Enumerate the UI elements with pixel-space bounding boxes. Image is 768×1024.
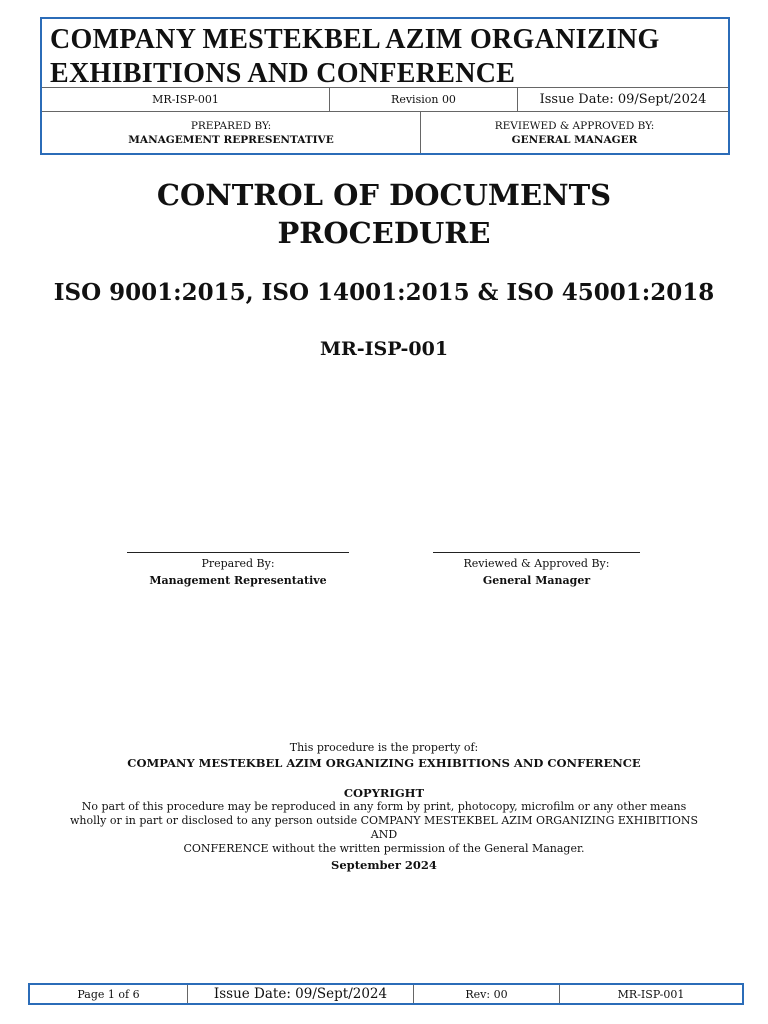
header-doc-code: MR-ISP-001 — [42, 88, 330, 111]
page-title — [0, 176, 768, 252]
page-title-line2: PROCEDURE — [277, 216, 491, 250]
header-issue-date: Issue Date: 09/Sept/2024 — [539, 92, 707, 107]
footer-doc-code: MR-ISP-001 — [617, 987, 685, 1001]
header-info-row — [42, 87, 728, 112]
property-intro: This procedure is the property of: — [289, 741, 479, 754]
copyright-line2: wholly or in part or disclosed to any person outside COMPANY MESTEKBEL AZIM ORGANIZING EXHIBITIONS AND — [69, 814, 698, 841]
page-footer — [28, 983, 744, 1005]
header-approval-row — [42, 112, 728, 153]
reviewed-by-label: Reviewed & Approved By: — [463, 557, 610, 570]
header-reviewed-value: GENERAL MANAGER — [511, 133, 638, 146]
header-prepared-value: MANAGEMENT REPRESENTATIVE — [128, 133, 334, 146]
reviewed-signature-line — [433, 552, 640, 553]
document-header — [40, 17, 730, 155]
iso-standards: ISO 9001:2015, ISO 14001:2015 & ISO 45001:2018 — [53, 279, 715, 306]
copyright-line1: No part of this procedure may be reproduced in any form by print, photocopy, microfilm or any other means — [81, 800, 687, 813]
company-name — [42, 19, 728, 87]
property-statement — [60, 741, 708, 770]
company-name-line2: EXHIBITIONS AND CONFERENCE — [50, 58, 516, 89]
header-revision: Revision 00 — [330, 88, 518, 111]
page-title-line1: CONTROL OF DOCUMENTS — [156, 178, 612, 212]
reviewed-signature-block — [433, 552, 640, 589]
prepared-signature-line — [127, 552, 349, 553]
header-reviewed-label: REVIEWED & APPROVED BY: — [494, 119, 655, 132]
property-company: COMPANY MESTEKBEL AZIM ORGANIZING EXHIBITIONS AND CONFERENCE — [127, 756, 641, 770]
copyright-heading: COPYRIGHT — [343, 786, 425, 800]
header-prepared-label: PREPARED BY: — [190, 119, 272, 132]
company-name-line1: COMPANY MESTEKBEL AZIM ORGANIZING — [50, 24, 660, 55]
copyright-line3: CONFERENCE without the written permission of the General Manager. — [183, 842, 585, 855]
reviewed-by-name: General Manager — [482, 574, 591, 587]
copyright-block — [60, 786, 708, 856]
prepared-by-label: Prepared By: — [201, 557, 275, 570]
footer-page-number: Page 1 of 6 — [30, 985, 188, 1003]
document-code: MR-ISP-001 — [319, 338, 449, 360]
footer-revision: Rev: 00 — [414, 985, 560, 1003]
footer-issue-date: Issue Date: 09/Sept/2024 — [188, 985, 414, 1003]
prepared-signature-block — [127, 552, 349, 589]
header-prepared-cell — [42, 112, 421, 153]
prepared-by-name: Management Representative — [149, 574, 327, 587]
header-reviewed-cell — [421, 112, 728, 153]
document-date: September 2024 — [331, 858, 437, 872]
